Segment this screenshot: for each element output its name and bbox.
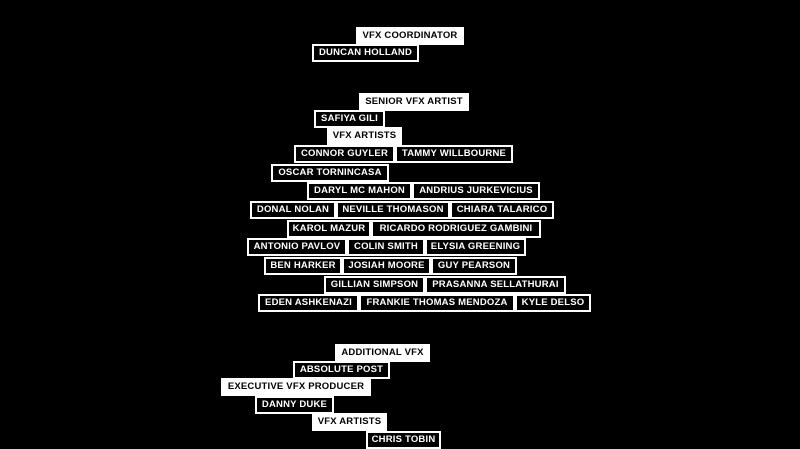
role-vfx-artists: VFX ARTISTS (312, 413, 387, 431)
role-senior-vfx-artist: SENIOR VFX ARTIST (359, 93, 469, 111)
name-credit: DUNCAN HOLLAND (312, 44, 419, 62)
role-vfx-coordinator: VFX COORDINATOR (356, 27, 464, 45)
name-credit: PRASANNA SELLATHURAI (425, 276, 566, 294)
name-credit: ANDRIUS JURKEVICIUS (412, 182, 540, 200)
company-credit: ABSOLUTE POST (293, 361, 390, 379)
name-credit: RICARDO RODRIGUEZ GAMBINI (371, 220, 541, 238)
name-credit: CHIARA TALARICO (450, 201, 554, 219)
name-credit: OSCAR TORNINCASA (271, 164, 389, 182)
name-credit: BEN HARKER (264, 257, 342, 275)
role-executive-vfx-producer: EXECUTIVE VFX PRODUCER (221, 378, 371, 396)
name-credit: EDEN ASHKENAZI (258, 294, 359, 312)
name-credit: ELYSIA GREENING (425, 238, 526, 256)
name-credit: SAFIYA GILI (314, 110, 385, 128)
name-credit: KAROL MAZUR (287, 220, 371, 238)
name-credit: GILLIAN SIMPSON (324, 276, 425, 294)
name-credit: CHRIS TOBIN (366, 431, 441, 449)
name-credit: JOSIAH MOORE (342, 257, 431, 275)
role-vfx-artists: VFX ARTISTS (327, 127, 402, 145)
name-credit: ANTONIO PAVLOV (247, 238, 347, 256)
name-credit: DONAL NOLAN (250, 201, 336, 219)
name-credit: KYLE DELSO (515, 294, 591, 312)
name-credit: GUY PEARSON (431, 257, 517, 275)
name-credit: FRANKIE THOMAS MENDOZA (359, 294, 515, 312)
name-credit: COLIN SMITH (347, 238, 425, 256)
name-credit: CONNOR GUYLER (294, 145, 395, 163)
role-additional-vfx: ADDITIONAL VFX (335, 344, 430, 362)
name-credit: DANNY DUKE (255, 396, 334, 414)
name-credit: DARYL MC MAHON (307, 182, 412, 200)
name-credit: NEVILLE THOMASON (336, 201, 450, 219)
name-credit: TAMMY WILLBOURNE (395, 145, 513, 163)
